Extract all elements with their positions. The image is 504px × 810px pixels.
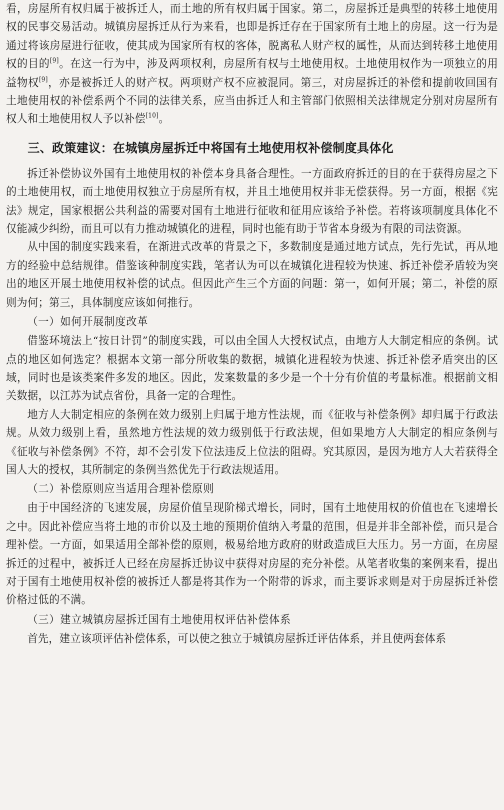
text-run: ，亦是被拆迁人的财产权。两项财产权不应被混同。第三，对房屋拆迁的补偿和提前收回国有土地使用权的补偿系两个不同的法律关系，应当由拆迁人和主管部门依照相关法律规定分别对房屋所有权人和土地使用权人予以补偿 (6, 76, 498, 126)
citation-ref: [9] (49, 57, 59, 65)
body-paragraph: 拆迁补偿协议外国有土地使用权的补偿本身具备合理性。一方面政府拆迁的目的在于获得房屋之下的土地使用权，而土地使用权独立于房屋所有权，并且土地使用权并非无偿获得。另一方面，根据《宪法》规定，国家根据公共利益的需要对国有土地进行征收和征用应该给予补偿。若将该项制度具体化不仅能减少纠纷，而且可以有力推动城镇化的进程，同时也能有助于节省本身级为有限的司法资源。 (6, 167, 498, 236)
body-paragraph (6, 0, 498, 129)
body-paragraph: 首先，建立该项评估补偿体系，可以使之独立于城镇房屋拆迁评估体系，并且使两套体系 (27, 632, 447, 645)
body-paragraph: 由于中国经济的飞速发展，房屋价值呈现阶梯式增长，同时，国有土地使用权的价值也在飞速增长之中。因此补偿应当将土地的市价以及土地的预期价值纳入考量的范围，但是并非全部补偿，而只是合理补偿。一方面，如果适用全部补偿的原则，极易给地方政府的财政造成巨大压力。另一方面，在房屋拆迁的过程中，被拆迁人已经在房屋拆迁协议中获得对房屋的充分补偿。从笔者收集的案例来看，提出对于国有土地使用权补偿的被拆迁人都是将其作为一个附带的诉求，而主要诉求则是对于房屋拆迁补偿价格过低的不满。 (6, 502, 498, 607)
text-run: 。在这一行为中，涉及两项权利，房屋所有权与土地使用权。土地使用权作为一项独立的用益物权 (6, 58, 498, 89)
text-run: 看，房屋所有权归属于被拆迁人，而土地的所有权归属于国家。第二，房屋拆迁是典型的转移土地使用权的民事交易活动。城镇房屋拆迁从行为来看，也即是拆迁存在于国家所有土地上的房屋。这一行为是通过将该房屋进行征收，使其成为国家所有权的客体，脱离私人财产权的属性，从而达到转移土地使用权的目的 (6, 3, 498, 71)
citation-ref: [10] (145, 112, 159, 120)
subsection-heading: （三）建立城镇房屋拆迁国有土地使用权评估补偿体系 (27, 613, 292, 626)
subsection-heading: （一）如何开展制度改革 (27, 316, 149, 329)
text-run: 。 (158, 113, 170, 126)
body-paragraph: 借鉴环境法上“按日计罚”的制度实践，可以由全国人大授权试点，由地方人大制定相应的条例。试点的地区如何选定？根据本文第一部分所收集的数据，城镇化进程较为快速、拆迁补偿矛盾突出的区域，同时也是该类案件多发的地区。因此，发案数量的多少是一个十分有价值的考量标准。根据前文相关数据，以江苏为试点省份，具备一定的合理性。 (6, 335, 498, 403)
citation-ref: [9] (38, 76, 48, 84)
body-paragraph: 从中国的制度实践来看，在渐进式改革的背景之下，多数制度是通过地方试点，先行先试，再从地方的经验中总结规律。借鉴该种制度实践，笔者认为可以在城镇化进程较为快速、拆迁补偿矛盾较为突出的地区开展土地使用权补偿的试点。但因此产生三个方面的问题：第一，如何开展；第二，补偿的原则为何；第三，具体制度应该如何推行。 (6, 241, 498, 309)
section-heading: 三、政策建议：在城镇房屋拆迁中将国有土地使用权补偿制度具体化 (27, 140, 394, 155)
body-paragraph: 地方人大制定相应的条例在效力级别上归属于地方性法规，而《征收与补偿条例》却归属于行政法规。从效力级别上看，虽然地方性法规的效力级别低于行政法规，但如果地方人大制定的相应条例与《征收与补偿条例》不符，却不会引发下位法违反上位法的阻碍。究其原因，是因为地方人大若获得全国人大的授权，其所制定的条例当然优先于行政法规适用。 (6, 408, 498, 476)
subsection-heading: （二）补偿原则应当适用合理补偿原则 (27, 483, 215, 496)
